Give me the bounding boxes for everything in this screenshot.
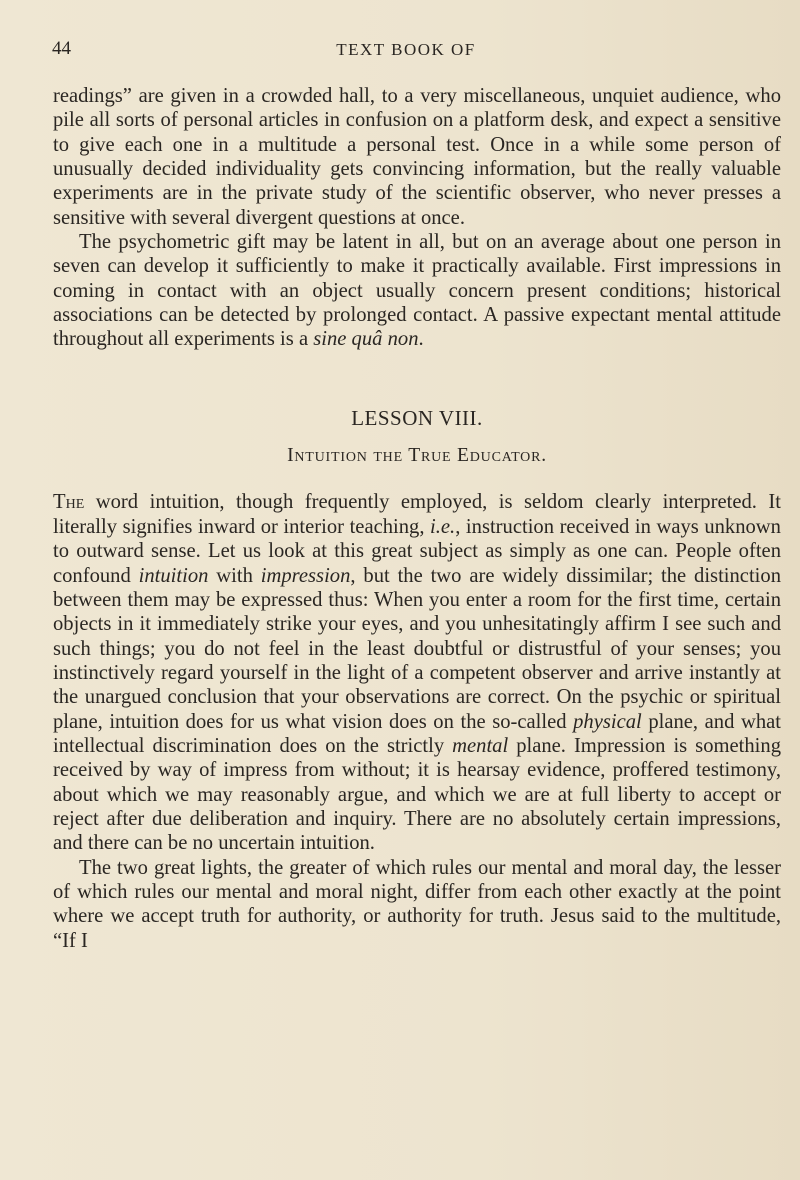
opening-word: The — [53, 491, 85, 514]
running-head — [52, 38, 760, 60]
emphasis-intuition: intuition — [138, 564, 209, 587]
paragraph-continued: readings” are given in a crowded hall, to a very miscellaneous, unquiet audience, who pile all sorts of personal articles in confusion on a platform desk, and expect a sensitive to give each one in a multitude a personal test. Once in a while some person of unusually decided individuality gets convincing information, but the really valuable experiments are in the private study of the scientific observer, who never presses a sensitive with several divergent questions at once. — [53, 85, 781, 229]
emphasis-physical: physical — [573, 710, 642, 733]
emphasis-sine-qua-non: sine quâ non — [313, 328, 419, 351]
page-number: 44 — [52, 38, 71, 59]
paragraph-two-great-lights: The two great lights, the greater of which rules our mental and moral day, the lesser of which rules our mental and moral night, differ from each other exactly at the point where we accept truth for authority, or authority for truth. Jesus said to the multitude, “If I — [53, 856, 781, 952]
paragraph-intuition: The word intuition, though frequently employed, is seldom clearly interpreted. It literally signifies inward or interior teaching, i.e., instruction received in ways unknown to outward sense. Let us look at this great subject as simply as one can. People often confound intuition with impression, but the two are widely dissimilar; the distinction between them may be expressed thus: When you enter a room for the first time, certain objects in it immediately strike your eyes, and you unhesitatingly affirm I see such and such things; you do not feel in the least doubtful or distrustful of your senses; you instinctively regard yourself in the light of a competent observer and arrive instantly at the unargued conclusion that your observations are correct. On the psychic or spiritual plane, intuition does for us what vision does on the so-called physical plane, and what intellectual discrimination does on the strictly mental plane. Impression is something received by way of impress from without; it is hearsay evidence, proffered testimony, about which we may reasonably argue, and which we are at full liberty to accept or reject after due deliberation and inquiry. There are no absolutely certain impressions, and there can be no uncertain intuition. — [53, 491, 781, 855]
lesson-heading: LESSON VIII. — [351, 405, 483, 430]
emphasis-impression: impression — [260, 564, 351, 587]
emphasis-mental: mental — [452, 734, 509, 757]
running-title: TEXT BOOK OF — [336, 40, 476, 59]
body-text — [53, 84, 781, 953]
paragraph-psychometric-gift: The psychometric gift may be latent in all, but on an average about one person in seven can develop it sufficiently to make it practically available. First impressions in coming in contact with an object usually concern present conditions; historical associations can be detected by prolonged contact. A passive expectant mental attitude throughout all experiments is a sine quâ non. — [53, 231, 781, 351]
lesson-subtitle: Intuition the True Educator. — [287, 445, 547, 467]
